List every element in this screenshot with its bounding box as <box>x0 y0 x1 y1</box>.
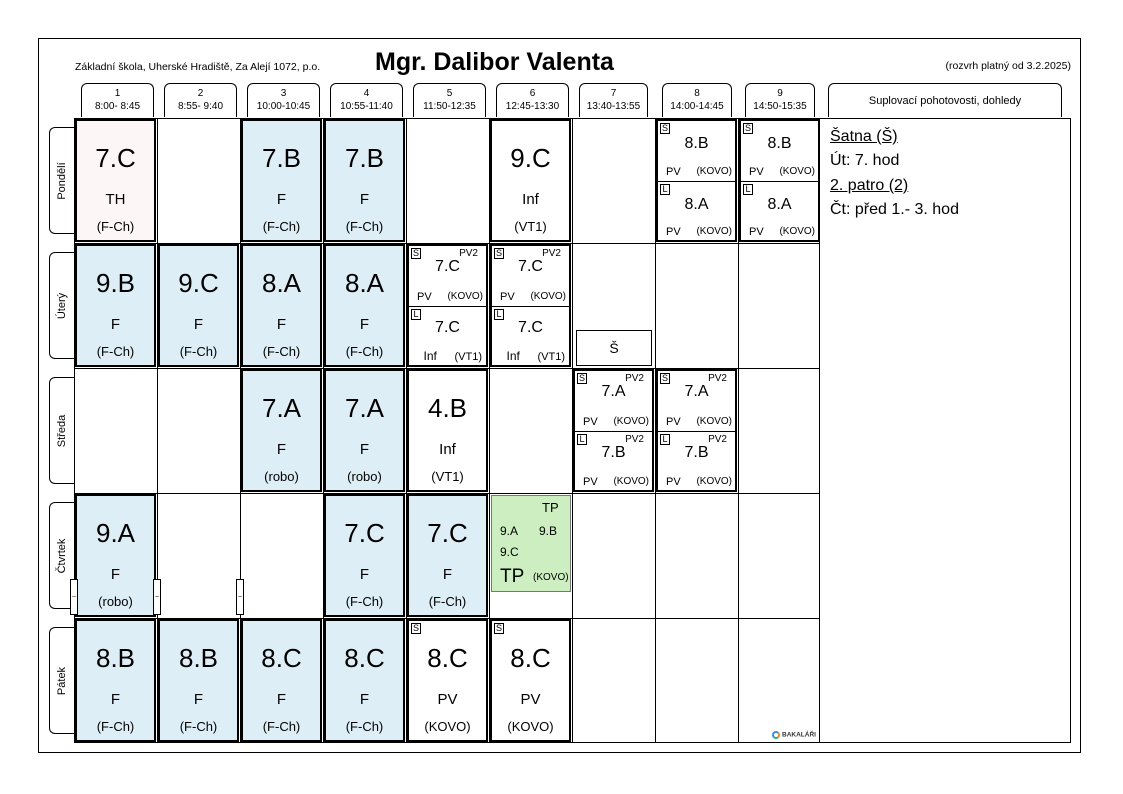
group-name: PV2 <box>708 373 727 384</box>
lesson-room: (robo) <box>98 594 133 609</box>
lesson-class: 7.C <box>518 318 543 336</box>
lesson-tue-6[interactable] <box>490 244 571 367</box>
lesson-room: (F-Ch) <box>345 719 384 734</box>
lesson-wed-3[interactable] <box>241 369 322 492</box>
lesson-thu-5[interactable] <box>407 494 488 617</box>
lesson-class: 9.A <box>95 518 136 548</box>
period-number: 7 <box>610 88 617 99</box>
lesson-tue-2[interactable] <box>158 244 239 367</box>
lesson-wed-5[interactable] <box>407 369 488 492</box>
lesson-room: (F-Ch) <box>96 719 135 734</box>
lesson-wed-8[interactable] <box>656 369 737 492</box>
lesson-subject: Inf <box>439 441 456 458</box>
lesson-subject: PV <box>666 476 681 488</box>
lesson-room: (robo) <box>264 469 299 484</box>
continuation-marker: ~ <box>153 579 161 615</box>
continuation-marker: ~ <box>236 579 244 615</box>
lesson-subject: PV <box>666 165 681 178</box>
group-lesson-bottom <box>658 431 735 492</box>
period-header-8 <box>662 83 732 117</box>
lesson-class: 8.A <box>344 268 385 298</box>
lesson-fri-5[interactable] <box>407 619 488 742</box>
lesson-mon-9[interactable] <box>739 119 820 242</box>
lesson-room: (VT1) <box>514 219 547 234</box>
school-name: Základní škola, Uherské Hradiště, Za Alejí 1072, p.o. <box>75 61 321 73</box>
lesson-subject: F <box>359 316 370 333</box>
lesson-room: (F-Ch) <box>262 719 301 734</box>
lesson-room: (F-Ch) <box>262 219 301 234</box>
lesson-room: (F-Ch) <box>345 219 384 234</box>
lesson-subject: F <box>110 316 121 333</box>
lesson-class: 7.B <box>601 443 626 461</box>
period-time: 14:00-14:45 <box>670 101 724 112</box>
lesson-room: (F-Ch) <box>179 344 218 359</box>
group-lesson-top <box>492 246 569 306</box>
period-header-6 <box>496 83 569 117</box>
group-lesson-top <box>409 246 486 306</box>
lesson-mon-6[interactable] <box>490 119 571 242</box>
lesson-room: (KOVO) <box>696 165 732 177</box>
group-name: PV2 <box>625 373 644 384</box>
lesson-room: (VT1) <box>537 351 565 363</box>
lesson-class: 7.A <box>344 393 385 423</box>
lesson-class: 7.C <box>435 258 460 275</box>
lesson-class: 8.B <box>95 643 136 673</box>
period-header-2 <box>164 83 237 117</box>
lesson-room: (F-Ch) <box>345 594 384 609</box>
lesson-fri-1[interactable] <box>75 619 156 742</box>
lesson-subject: PV <box>666 226 681 238</box>
lesson-subject: F <box>442 566 453 583</box>
supervision-time-2: Čt: před 1.- 3. hod <box>830 201 959 218</box>
lesson-subject: F <box>110 691 121 708</box>
period-time: 10:00-10:45 <box>256 101 311 112</box>
lesson-subject: F <box>359 691 370 708</box>
lesson-room: (KOVO) <box>447 290 483 302</box>
lesson-class: 7.C <box>95 143 136 173</box>
period-header-3 <box>247 83 320 117</box>
lesson-room: (KOVO) <box>613 476 649 487</box>
lesson-class: 8.A <box>767 195 792 213</box>
period-header-7 <box>579 83 648 117</box>
lesson-mon-8[interactable] <box>656 119 737 242</box>
group-name: PV2 <box>459 248 478 259</box>
continuation-marker: ~ <box>70 579 78 615</box>
group-name: PV2 <box>708 433 727 445</box>
day-tab-friday <box>49 627 74 734</box>
group-mark: S <box>412 623 419 633</box>
lesson-thu-4[interactable] <box>324 494 405 617</box>
lesson-room: (F-Ch) <box>262 344 301 359</box>
lesson-class: 9.C <box>500 545 519 559</box>
lesson-class: 9.C <box>510 143 551 173</box>
day-label: Čtvrtek <box>56 538 68 573</box>
lesson-class: 9.C <box>178 268 219 298</box>
period-header-9 <box>745 83 815 117</box>
lesson-room: (KOVO) <box>779 165 815 177</box>
lesson-room: (KOVO) <box>696 415 732 427</box>
lesson-room: (F-Ch) <box>96 219 135 234</box>
lesson-fri-4[interactable] <box>324 619 405 742</box>
lesson-class: 8.C <box>510 643 551 673</box>
group-mark: S <box>744 123 751 133</box>
group-name: PV2 <box>542 248 561 259</box>
lesson-room: (F-Ch) <box>179 719 218 734</box>
lesson-room: (VT1) <box>454 351 482 363</box>
lesson-room: (KOVO) <box>424 719 471 734</box>
lesson-fri-6[interactable] <box>490 619 571 742</box>
lesson-tue-1[interactable] <box>75 244 156 367</box>
day-label: Pondělí <box>56 161 68 200</box>
lesson-class: 8.B <box>178 643 219 673</box>
lesson-subject: F <box>359 191 370 208</box>
group-mark: S <box>661 373 668 383</box>
lesson-subject: F <box>110 566 121 583</box>
lesson-class: 8.C <box>261 643 302 673</box>
period-time: 11:50-12:35 <box>423 101 476 112</box>
lesson-subject: F <box>276 441 287 458</box>
lesson-room: (F-Ch) <box>345 344 384 359</box>
period-number: 2 <box>197 88 204 99</box>
supervision-place-1: Šatna (Š) <box>830 128 898 145</box>
group-lesson-top <box>741 121 818 181</box>
period-number: 8 <box>694 88 700 99</box>
lesson-mon-4[interactable] <box>324 119 405 242</box>
period-header-1 <box>81 83 154 117</box>
lesson-subject: PV <box>583 476 598 488</box>
period-number: 6 <box>529 88 536 99</box>
group-lesson-bottom <box>741 181 818 242</box>
period-number: 9 <box>777 88 783 99</box>
group-name: PV2 <box>625 433 644 445</box>
period-header-5 <box>413 83 486 117</box>
lesson-thu-1[interactable] <box>75 494 156 617</box>
group-mark: S <box>495 248 502 258</box>
lesson-tue-5[interactable] <box>407 244 488 367</box>
day-label: Pátek <box>56 666 68 695</box>
lesson-class: 8.C <box>427 643 468 673</box>
lesson-class: 7.C <box>435 318 460 336</box>
group-lesson-bottom <box>492 306 569 367</box>
lesson-subject: F <box>276 191 287 208</box>
lesson-room: (KOVO) <box>696 476 732 487</box>
lesson-class: 7.A <box>261 393 302 423</box>
lesson-class: 7.B <box>261 143 302 173</box>
lesson-subject: F <box>359 566 370 583</box>
lesson-room: (F-Ch) <box>428 594 467 609</box>
group-lesson-top <box>575 371 652 431</box>
lesson-room: (KOVO) <box>507 719 554 734</box>
group-name: TP <box>542 500 559 515</box>
lesson-room: (KOVO) <box>696 226 732 237</box>
day-tab-monday <box>49 127 74 234</box>
group-mark: S <box>412 248 419 258</box>
teacher-name: Mgr. Dalibor Valenta <box>375 48 614 76</box>
supervision-header: Suplovací pohotovosti, dohledy <box>828 83 1062 117</box>
lesson-mon-1[interactable] <box>75 119 156 242</box>
lesson-class: 7.B <box>684 443 709 461</box>
period-time: 10:55-11:40 <box>340 101 393 112</box>
lesson-class: 8.B <box>684 135 709 152</box>
lesson-wed-7[interactable] <box>573 369 654 492</box>
lesson-class: 8.A <box>684 195 709 213</box>
group-mark: L <box>660 434 670 445</box>
lesson-class: 8.A <box>261 268 302 298</box>
lesson-tue-3[interactable] <box>241 244 322 367</box>
period-number: 3 <box>280 88 287 99</box>
lesson-subject: F <box>276 316 287 333</box>
group-lesson-bottom <box>658 181 735 242</box>
lesson-room: (VT1) <box>431 469 464 484</box>
group-lesson-top <box>658 371 735 431</box>
lesson-subject: F <box>276 691 287 708</box>
lesson-class: 8.B <box>767 135 792 152</box>
logo-text: BAKALÁŘI <box>782 731 816 739</box>
period-number: 5 <box>446 88 453 99</box>
group-mark: L <box>743 184 753 195</box>
period-time: 12:45-13:30 <box>505 101 560 112</box>
lesson-class: 7.A <box>684 383 709 400</box>
group-lesson-bottom <box>575 431 652 492</box>
supervision-time-1: Út: 7. hod <box>830 152 900 169</box>
lesson-class: 7.C <box>427 518 468 548</box>
group-mark: L <box>411 309 421 320</box>
day-tab-wednesday <box>49 377 74 484</box>
lesson-class: 7.B <box>344 143 385 173</box>
lesson-subject: PV <box>437 691 458 708</box>
lesson-subject: F <box>359 441 370 458</box>
period-time: 13:40-13:55 <box>586 101 641 112</box>
lesson-subject: PV <box>500 290 515 303</box>
lesson-class: 9.B <box>539 524 558 538</box>
lesson-room: (KOVO) <box>779 226 815 237</box>
lesson-subject: PV <box>666 415 681 428</box>
group-mark: L <box>494 309 504 320</box>
day-label: Středa <box>56 414 68 447</box>
lesson-class: 9.A <box>500 524 519 538</box>
lesson-subject: PV <box>749 226 764 238</box>
validity-note: (rozvrh platný od 3.2.2025) <box>945 60 1071 72</box>
lesson-class: 9.B <box>95 268 136 298</box>
lesson-thu-6[interactable] <box>491 495 571 592</box>
day-tab-tuesday <box>49 252 74 359</box>
lesson-subject: Inf <box>423 349 437 363</box>
period-number: 1 <box>114 88 121 99</box>
bakalari-logo <box>772 731 816 739</box>
lesson-class: 7.C <box>518 258 543 275</box>
lesson-subject: TH <box>105 191 126 208</box>
lesson-class: 4.B <box>427 393 468 423</box>
lesson-subject: PV <box>749 165 764 178</box>
day-label: Úterý <box>56 292 68 319</box>
group-mark: L <box>660 184 670 195</box>
lesson-subject: PV <box>520 691 541 708</box>
group-mark: L <box>577 434 587 445</box>
lesson-room: (KOVO) <box>530 290 566 302</box>
lesson-room: (F-Ch) <box>96 344 135 359</box>
bakalari-icon <box>772 731 780 739</box>
period-time: 8:00- 8:45 <box>94 101 141 112</box>
duty-box-tue-7[interactable]: Š <box>576 330 652 366</box>
supervision-place-2: 2. patro (2) <box>830 177 909 194</box>
lesson-wed-4[interactable] <box>324 369 405 492</box>
lesson-subject: F <box>193 316 204 333</box>
lesson-tue-4[interactable] <box>324 244 405 367</box>
lesson-room: (KOVO) <box>613 415 649 427</box>
lesson-subject: TP <box>500 566 525 587</box>
lesson-subject: F <box>193 691 204 708</box>
lesson-fri-3[interactable] <box>241 619 322 742</box>
lesson-subject: PV <box>417 290 432 303</box>
group-lesson-bottom <box>409 306 486 367</box>
lesson-mon-3[interactable] <box>241 119 322 242</box>
period-time: 14:50-15:35 <box>753 101 807 112</box>
lesson-room: (KOVO) <box>533 572 569 583</box>
lesson-subject: Inf <box>522 191 539 208</box>
lesson-subject: Inf <box>506 349 520 363</box>
period-time: 8:55- 9:40 <box>177 101 224 112</box>
group-lesson-top <box>658 121 735 181</box>
group-mark: S <box>495 623 502 633</box>
group-mark: S <box>661 123 668 133</box>
lesson-room: (robo) <box>347 469 382 484</box>
period-header-4 <box>330 83 403 117</box>
period-number: 4 <box>363 88 370 99</box>
lesson-fri-2[interactable] <box>158 619 239 742</box>
lesson-subject: PV <box>583 415 598 428</box>
group-mark: S <box>578 373 585 383</box>
lesson-class: 8.C <box>344 643 385 673</box>
lesson-class: 7.A <box>601 383 626 400</box>
lesson-class: 7.C <box>344 518 385 548</box>
